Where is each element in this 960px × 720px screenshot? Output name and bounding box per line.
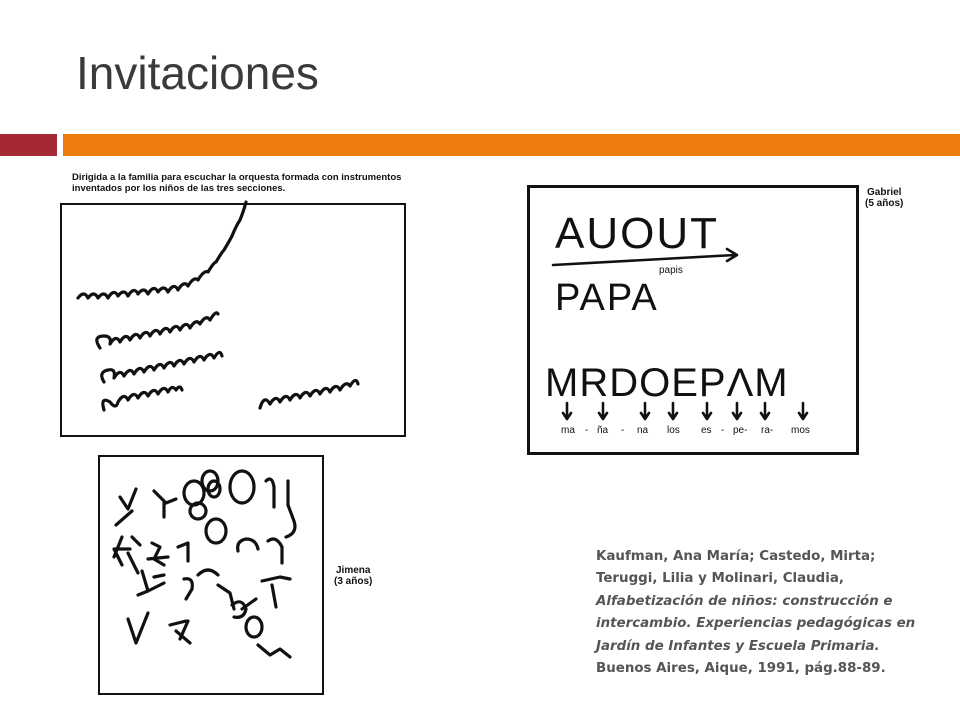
figure2-syllable: es <box>701 425 712 436</box>
figure-jimena <box>98 455 398 705</box>
figure3-author: Jimena <box>336 565 371 576</box>
figure2-arrows <box>527 185 857 455</box>
figure2-syllable: - <box>585 425 589 436</box>
citation-publisher: Buenos Aires, Aique, 1991, pág.88-89. <box>596 661 886 677</box>
slide-title: Invitaciones <box>76 47 319 99</box>
accent-bar-main <box>63 134 960 156</box>
figure2-syllable: mos <box>791 425 810 436</box>
accent-bar-left <box>0 134 57 156</box>
figure2-word1: AUOUT <box>555 209 719 258</box>
citation-title: Alfabetización de niños: construcción e intercambio. Experiencias pedagógicas en Jardín de Infantes y Escuela Primaria. <box>596 593 916 654</box>
figure2-syllable: ña <box>597 425 609 436</box>
figure2-syllable: ra- <box>761 425 774 436</box>
figure1-caption-line2: inventados por los niños de las tres secciones. <box>72 183 286 194</box>
figure1-caption-line1: Dirigida a la familia para escuchar la orquesta formada con instrumentos <box>72 172 402 183</box>
figure2-syllable: - <box>721 425 725 436</box>
citation-authors: Kaufman, Ana María; Castedo, Mirta; Teruggi, Lilia y Molinari, Claudia, <box>596 549 876 587</box>
citation <box>596 546 936 680</box>
figure-gabriel <box>527 185 927 455</box>
figure2-gloss1: papis <box>659 265 683 276</box>
figure-orchestra-invitation <box>60 170 410 460</box>
figure2-word2: PAPA <box>555 277 659 319</box>
figure2-age: (5 años) <box>865 198 904 209</box>
figure1-scribbles <box>60 170 410 460</box>
figure3-scribbles <box>98 455 398 705</box>
figure2-syllable: ma <box>561 425 575 436</box>
figure2-syllable: - <box>621 425 625 436</box>
figure3-age: (3 años) <box>334 576 373 587</box>
figure2-author: Gabriel <box>867 187 902 198</box>
figure2-word3: MRDOEPΛM <box>545 361 789 405</box>
figure2-syllable: pe- <box>733 425 748 436</box>
figure2-syllable: los <box>667 425 680 436</box>
figure2-syllable: na <box>637 425 649 436</box>
